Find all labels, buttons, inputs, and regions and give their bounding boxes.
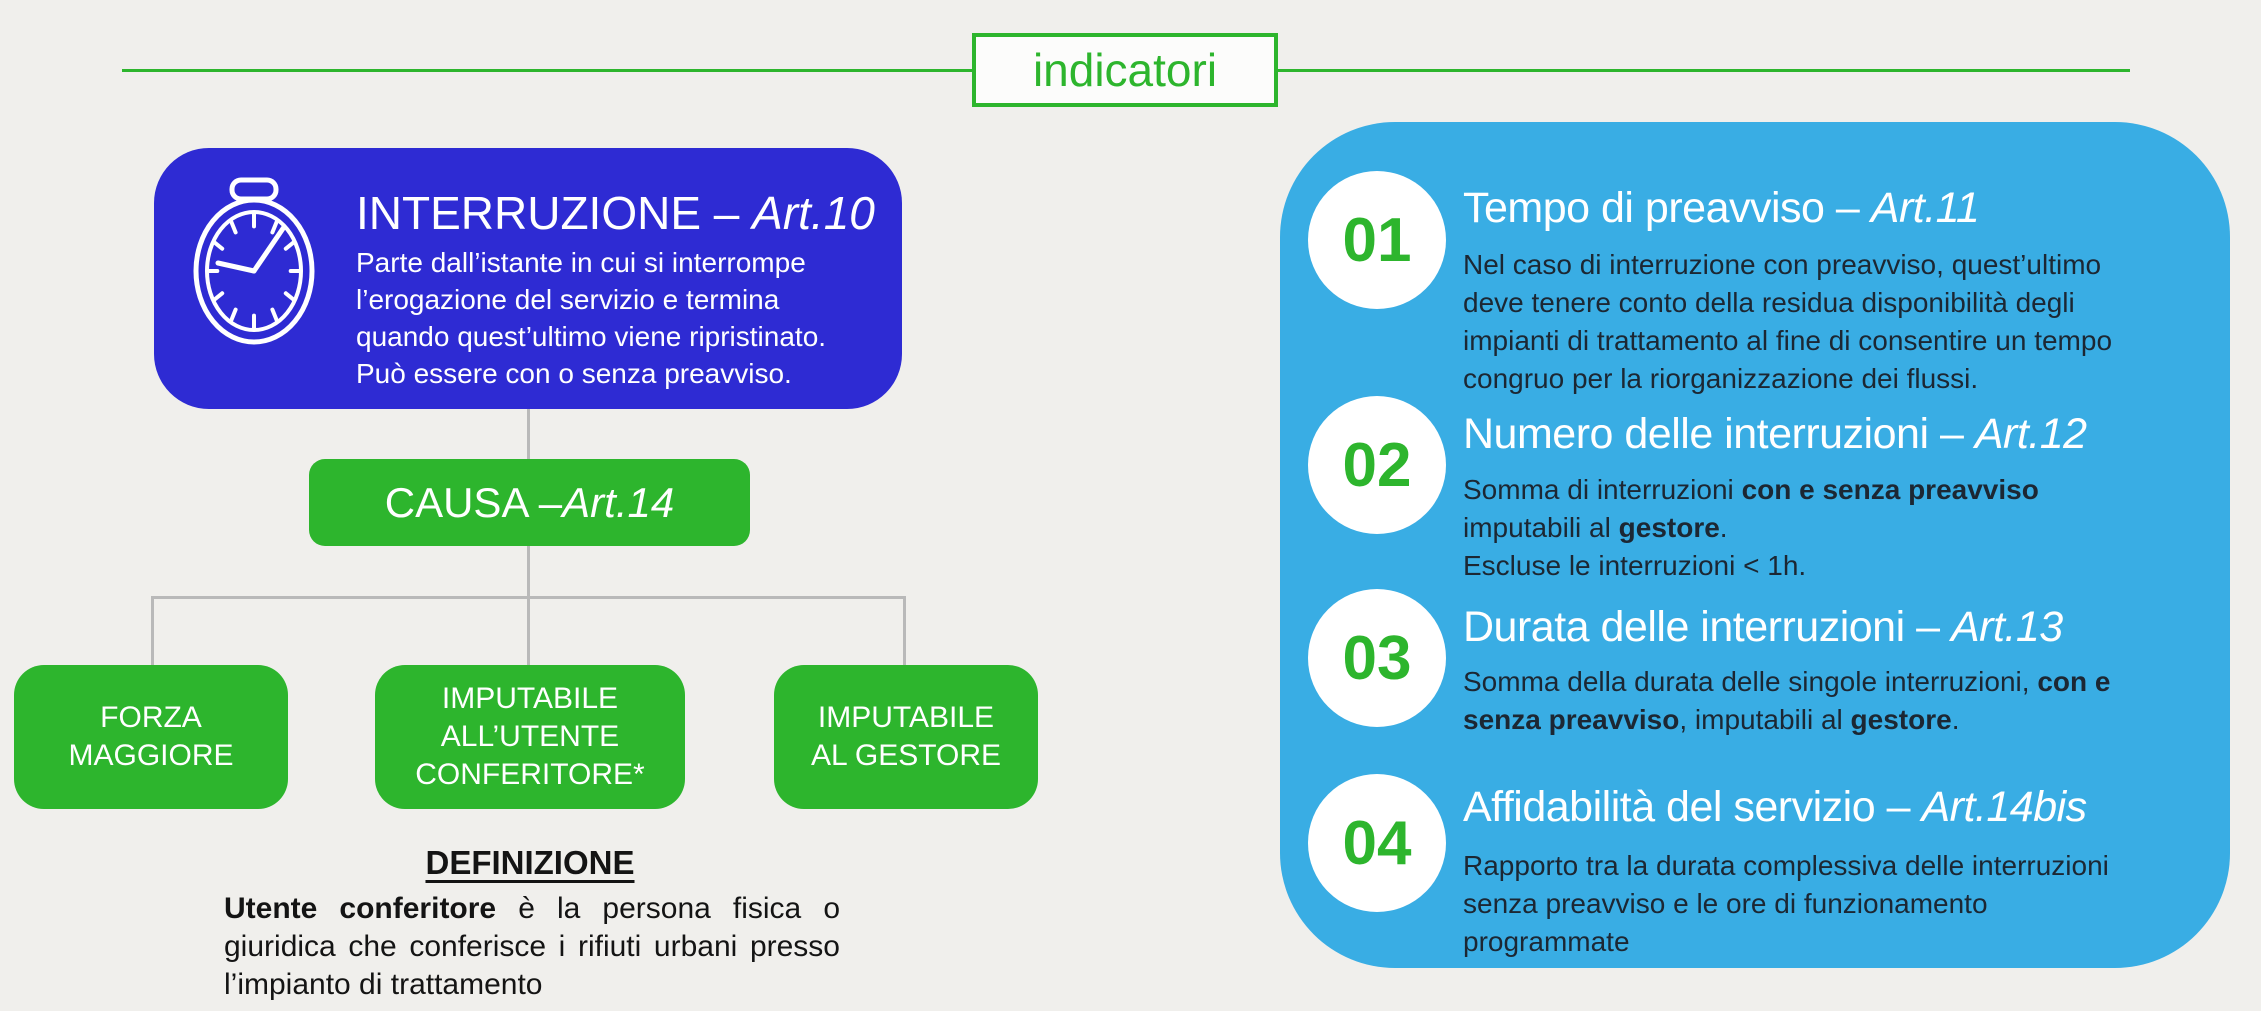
cause-box-label: IMPUTABILE ALL’UTENTE CONFERITORE*	[415, 682, 645, 791]
causa-title-text: CAUSA –	[384, 478, 563, 526]
indicator-number-badge: 03	[1308, 589, 1446, 727]
indicator-number-badge: 02	[1308, 396, 1446, 534]
causa-title-article: Art.14	[562, 478, 675, 526]
indicator-description: Somma di interruzioni con e senza preavviso imputabili al gestore. Escluse le interruzioni < 1h.	[1463, 474, 2039, 581]
stopwatch-icon	[192, 176, 316, 346]
cause-box-forza-maggiore	[14, 665, 288, 809]
indicator-title-tempo-di-preavviso: Tempo di preavviso – Art.11	[1463, 184, 1980, 232]
definition-body: Utente conferitore è la persona fisica o giuridica che conferisce i rifiuti urbani presso l’impianto di trattamento	[224, 892, 841, 1001]
indicator-description: Rapporto tra la durata complessiva delle interruzioni senza preavviso e le ore di funzionamento programmate	[1463, 850, 2109, 957]
indicator-number-badge: 01	[1308, 171, 1446, 309]
indicator-number-badge: 04	[1308, 774, 1446, 912]
connector-causa-down	[527, 546, 530, 665]
cause-box-label: IMPUTABILE AL GESTORE	[810, 701, 1002, 772]
definition-heading: DEFINIZIONE	[425, 844, 635, 881]
connector-card-to-causa	[527, 409, 530, 459]
cause-box-label: FORZA MAGGIORE	[68, 701, 234, 772]
connector-horizontal	[151, 596, 906, 599]
indicators-panel	[1280, 122, 2230, 968]
connector-right-drop	[903, 596, 906, 665]
header-rule-left	[122, 69, 972, 72]
cause-box-utente-conferitore	[375, 665, 685, 809]
connector-left-drop	[151, 596, 154, 665]
interruption-title-article: Art.10	[752, 187, 875, 239]
indicator-title-durata-interruzioni: Durata delle interruzioni – Art.13	[1463, 603, 2063, 651]
interruption-title	[356, 188, 875, 239]
cause-box-gestore	[774, 665, 1038, 809]
interruption-card	[154, 148, 902, 409]
indicator-description: Nel caso di interruzione con preavviso, quest’ultimo deve tenere conto della residua disponibilità degli impianti di trattamento al fine di consentire un tempo congruo per la riorganizzazione dei flussi.	[1463, 249, 2113, 394]
indicator-title-affidabilita-servizio: Affidabilità del servizio – Art.14bis	[1463, 783, 2087, 831]
interruption-title-text: INTERRUZIONE –	[356, 187, 753, 239]
header-rule-right	[1278, 69, 2130, 72]
header-title-box	[972, 33, 1278, 107]
indicator-description: Somma della durata delle singole interruzioni, con e senza preavviso, imputabili al gestore.	[1463, 666, 2111, 735]
page-title: indicatori	[1032, 44, 1218, 96]
causa-box	[309, 459, 750, 546]
indicator-title-numero-interruzioni: Numero delle interruzioni – Art.12	[1463, 410, 2087, 458]
interruption-description: Parte dall’istante in cui si interrompe l’erogazione del servizio e termina quando quest’ultimo viene ripristinato. Può essere con o senza preavviso.	[356, 247, 827, 389]
